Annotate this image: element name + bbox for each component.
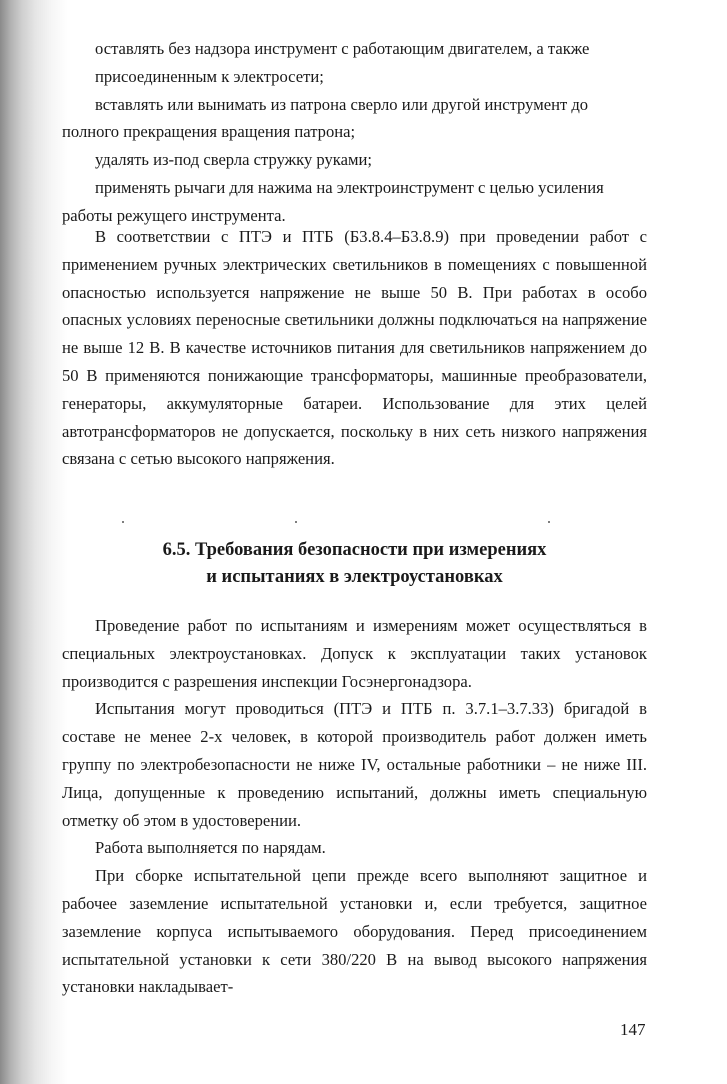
section-heading [62, 537, 647, 591]
list-item: удалять из-под сверла стружку руками; [95, 150, 372, 170]
scan-speck [548, 521, 550, 523]
section-paragraph: Работа выполняется по нарядам. [95, 838, 326, 858]
scan-speck [122, 521, 124, 523]
section-paragraph: Испытания могут проводиться (ПТЭ и ПТБ п. 3.7.1–3.7.33) бригадой в составе не менее 2-х человек, в которой производитель работ должен иметь группу по электробезопасности не ниже IV, остальные работники – не ниже III. Лица, допущенные к проведению испытаний, должны иметь специальную отметку об этом в удостоверении. [62, 699, 647, 830]
lighting-paragraph: В соответствии с ПТЭ и ПТБ (Б3.8.4–Б3.8.9) при проведении работ с применением ручных электрических светильников в помещениях с повышенной опасностью используется напряжение не выше 50 В. При работах в особо опасных условиях переносные светильники должны подключаться на напряжение не выше 12 В. В качестве источников питания для светильников напряжением до 50 В применяются понижающие трансформаторы, машинные преобразователи, генераторы, аккумуляторные батареи. Использование для этих целей автотрансформаторов не допускается, поскольку в них сеть низкого напряжения связана с сетью высокого напряжения. [62, 227, 647, 469]
list-item: оставлять без надзора инструмент с работающим двигателем, а также присоединенным к электросети; [95, 39, 590, 86]
lighting-paragraph-block [62, 223, 647, 473]
prohibited-actions-list [62, 35, 647, 230]
page-number: 147 [620, 1020, 646, 1039]
section-heading-line-1: 6.5. Требования безопасности при измерениях [162, 540, 547, 560]
section-body [62, 612, 647, 1001]
section-paragraph: Проведение работ по испытаниям и измерениям может осуществляться в специальных электроустановках. Допуск к эксплуатации таких установок производится с разрешения инспекции Госэнергонадзора. [62, 616, 647, 691]
list-item: применять рычаги для нажима на электроинструмент с целью усиления работы режущего инструмента. [62, 177, 604, 225]
section-heading-line-2: и испытаниях в электроустановках [206, 567, 503, 587]
list-item: вставлять или вынимать из патрона сверло или другой инструмент до полного прекращения вращения патрона; [62, 94, 589, 142]
scan-speck [295, 521, 297, 523]
section-paragraph: При сборке испытательной цепи прежде всего выполняют защитное и рабочее заземление испытательной установки и, если требуется, защитное заземление корпуса испытываемого оборудования. Перед присоединением испытательной установки к сети 380/220 В на вывод высокого напряжения установки накладывает- [62, 866, 647, 997]
